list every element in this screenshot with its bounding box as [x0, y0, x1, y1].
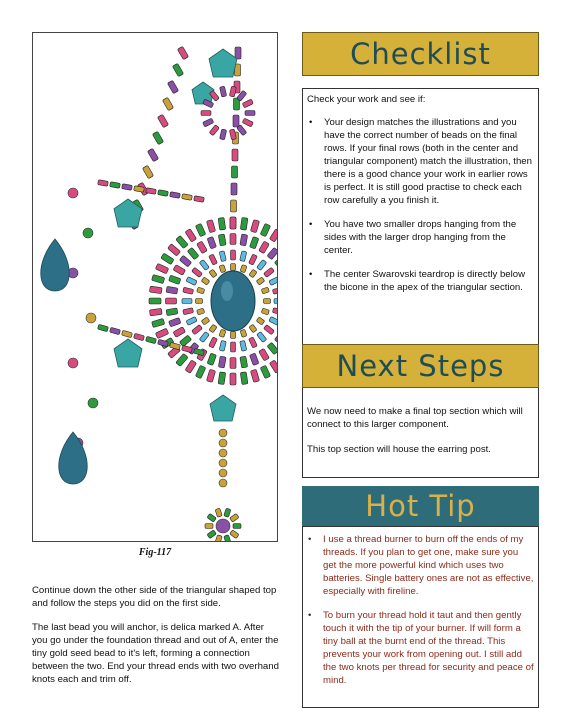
seed-bead	[209, 324, 217, 333]
seed-bead	[110, 182, 121, 189]
seed-bead	[203, 99, 214, 108]
seed-bead	[245, 111, 255, 116]
delica-bead	[169, 275, 181, 284]
teardrop-bead	[41, 239, 70, 291]
delica-bead	[183, 308, 194, 315]
delica-bead	[269, 317, 278, 326]
seed-bead	[240, 265, 247, 273]
checklist-list	[307, 116, 532, 294]
delica-bead	[155, 263, 168, 273]
delica-bead	[152, 274, 165, 283]
checklist-intro: Check your work and see if:	[307, 94, 426, 105]
seed-bead	[207, 530, 216, 539]
seed-bead	[219, 479, 227, 487]
delica-bead	[263, 325, 274, 335]
delica-bead	[219, 340, 226, 351]
seed-bead	[215, 508, 222, 517]
delica-bead	[249, 337, 258, 348]
delica-bead	[250, 220, 259, 233]
seed-bead	[219, 429, 227, 437]
delica-bead	[260, 365, 270, 378]
delica-bead	[179, 335, 191, 347]
seed-bead	[215, 535, 222, 542]
seed-bead	[256, 277, 265, 285]
bicone-bead	[209, 49, 237, 77]
delica-bead	[259, 241, 270, 254]
hot-tip-panel	[302, 526, 539, 708]
beading-figure	[32, 32, 278, 542]
delica-bead	[260, 223, 270, 236]
delica-bead	[274, 255, 278, 267]
delica-bead	[197, 241, 208, 254]
triangle-bead	[162, 97, 173, 110]
delica-bead	[206, 369, 215, 382]
seed-bead	[240, 329, 247, 337]
seed-bead	[219, 469, 227, 477]
delica-bead	[149, 298, 161, 304]
delica-bead	[186, 317, 197, 326]
delica-bead	[195, 365, 205, 378]
triangle-bead	[147, 148, 158, 161]
seed-bead	[229, 129, 236, 140]
seed-bead	[230, 530, 239, 539]
delica-bead	[263, 267, 274, 277]
next-steps-paragraph-1: We now need to make a final top section which will connect to this larger component.	[307, 406, 523, 430]
center-bead	[216, 519, 230, 533]
delica-bead	[219, 251, 226, 262]
delica-bead	[257, 331, 267, 342]
seed-bead	[229, 86, 236, 97]
delica-bead	[173, 327, 186, 338]
delica-bead	[185, 360, 197, 373]
seed-bead	[249, 324, 257, 333]
delica-bead	[168, 244, 181, 256]
seed-bead	[158, 190, 169, 197]
triangle-bead	[167, 80, 178, 93]
delica-bead	[183, 287, 194, 294]
seed-bead	[242, 118, 253, 127]
seed-bead	[220, 86, 227, 97]
seed-bead	[203, 118, 214, 127]
seed-bead	[83, 228, 93, 238]
delica-bead	[257, 260, 267, 271]
delica-bead	[182, 299, 192, 304]
delica-bead	[267, 247, 278, 259]
seed-bead	[194, 196, 205, 203]
triangle-bead	[235, 47, 241, 59]
teardrop-bead	[59, 432, 88, 484]
beadwork-illustration	[33, 33, 278, 542]
triangle-bead	[233, 115, 239, 127]
seed-bead	[122, 330, 133, 337]
hot-tip-item: • I use a thread burner to burn off the ends of my threads. If you plan to get one, make sure you get the more powerful kind which uses two batteries. Single battery ones are not as effective, especially with fireline.	[306, 533, 534, 598]
delica-bead	[179, 255, 191, 267]
delica-bead	[249, 254, 258, 265]
delica-bead	[209, 254, 218, 265]
delica-bead	[230, 234, 236, 245]
delica-bead	[185, 229, 197, 242]
delica-bead	[186, 277, 197, 286]
delica-bead	[250, 237, 259, 249]
seed-bead	[134, 333, 145, 340]
delica-bead	[195, 223, 205, 236]
delica-bead	[230, 373, 236, 385]
seed-bead	[230, 513, 239, 522]
delica-bead	[240, 217, 248, 230]
seed-bead	[224, 508, 231, 517]
seed-bead	[98, 324, 109, 331]
delica-bead	[192, 325, 203, 335]
seed-bead	[201, 111, 211, 116]
seed-bead	[197, 308, 205, 315]
triangle-bead	[232, 166, 238, 178]
triangle-bead	[231, 200, 237, 212]
delica-bead	[199, 260, 209, 271]
delica-bead	[199, 331, 209, 342]
delica-bead	[149, 308, 162, 316]
instructions-text	[32, 584, 282, 697]
checklist-panel	[302, 88, 539, 346]
checklist-item: • Your design matches the illustrations and you have the correct number of beads on the final rows. If your final rows (both in the center and triangular component) match the illustration, then there is a good chance your work in earlier rows is perfect. It is still good practise to check each row carefully a you finish it.	[307, 116, 532, 207]
delica-bead	[209, 337, 218, 348]
next-steps-paragraph-2: This top section will house the earring post.	[307, 444, 491, 455]
seed-bead	[219, 265, 226, 273]
seed-bead	[249, 269, 257, 278]
delica-bead	[166, 286, 178, 294]
delica-bead	[176, 236, 188, 249]
next-steps-panel	[302, 386, 539, 478]
checklist-item: • You have two smaller drops hanging from the sides with the larger drop hanging from the center.	[307, 218, 532, 257]
seed-bead	[207, 513, 216, 522]
delica-bead	[269, 277, 278, 286]
next-steps-banner: Next Steps	[302, 344, 539, 388]
seed-bead	[197, 287, 205, 294]
bicone-bead	[210, 395, 236, 421]
delica-bead	[218, 234, 226, 246]
teardrop-highlight	[221, 281, 233, 301]
delica-bead	[267, 342, 278, 354]
seed-bead	[146, 336, 157, 343]
seed-bead	[209, 125, 219, 136]
seed-bead	[256, 317, 265, 325]
delica-bead	[207, 353, 216, 365]
triangle-bead	[172, 63, 183, 76]
seed-bead	[205, 524, 213, 529]
delica-bead	[259, 348, 270, 361]
delica-bead	[240, 251, 247, 262]
hot-tip-item: • To burn your thread hold it taut and then gently touch it with the tip of your burner. If will form a tiny ball at the burnt end of the thread. This prevents your work from opening out. I still add the two knots per thread for security and peace of mind.	[306, 609, 534, 687]
figure-caption: Fig-117	[138, 547, 172, 558]
triangle-bead	[232, 149, 238, 161]
seed-bead	[122, 184, 133, 191]
delica-bead	[240, 372, 248, 385]
seed-bead	[170, 192, 181, 199]
seed-bead	[219, 459, 227, 467]
seed-bead	[233, 524, 241, 529]
delica-bead	[269, 229, 278, 242]
delica-bead	[218, 217, 226, 230]
delica-bead	[173, 265, 186, 276]
hot-tip-banner: Hot Tip	[302, 486, 539, 526]
seed-bead	[201, 317, 210, 325]
delica-bead	[250, 369, 259, 382]
delica-bead	[240, 234, 248, 246]
delica-bead	[149, 286, 162, 294]
seed-bead	[219, 439, 227, 447]
delica-bead	[207, 237, 216, 249]
bicone-bead	[114, 339, 142, 367]
seed-bead	[219, 329, 226, 337]
seed-bead	[261, 308, 269, 315]
triangle-bead	[177, 46, 188, 59]
delica-bead	[155, 328, 168, 338]
checklist-item: • The center Swarovski teardrop is directly below the bicone in the apex of the triangular section.	[307, 268, 532, 294]
seed-bead	[68, 358, 78, 368]
swarovski-teardrop	[211, 271, 255, 331]
instruction-paragraph-2: The last bead you will anchor, is delica marked A. After you go under the foundation thread and out of A, enter the tiny gold seed bead to it's left, forming a connection between the two. End your thread ends with two overhand knots each and trim off.	[32, 622, 279, 685]
seed-bead	[242, 99, 253, 108]
seed-bead	[231, 332, 236, 339]
checklist-banner: Checklist	[302, 32, 539, 76]
delica-bead	[272, 308, 278, 315]
seed-bead	[264, 299, 271, 304]
triangle-bead	[157, 114, 168, 127]
delica-bead	[166, 308, 178, 316]
delica-bead	[231, 342, 236, 352]
delica-bead	[240, 356, 248, 368]
seed-bead	[196, 299, 203, 304]
triangle-bead	[142, 165, 153, 178]
delica-bead	[192, 267, 203, 277]
delica-bead	[169, 318, 181, 327]
hot-tip-list	[306, 533, 534, 687]
seed-bead	[98, 180, 109, 187]
seed-bead	[182, 194, 193, 201]
delica-bead	[250, 353, 259, 365]
seed-bead	[209, 269, 217, 278]
delica-bead	[218, 372, 226, 385]
seed-bead	[201, 277, 210, 285]
seed-bead	[68, 188, 78, 198]
seed-bead	[220, 129, 227, 140]
delica-bead	[218, 356, 226, 368]
instruction-paragraph-1: Continue down the other side of the triangular shaped top and follow the steps you did on the first side.	[32, 585, 277, 609]
seed-bead	[86, 313, 96, 323]
delica-bead	[230, 358, 236, 369]
seed-bead	[170, 342, 181, 349]
seed-bead	[110, 327, 121, 334]
delica-bead	[230, 217, 236, 229]
delica-bead	[166, 298, 177, 304]
delica-bead	[187, 247, 199, 259]
delica-bead	[240, 340, 247, 351]
triangle-bead	[231, 183, 237, 195]
delica-bead	[272, 287, 278, 294]
seed-bead	[261, 287, 269, 294]
triangle-bead	[152, 131, 163, 144]
delica-bead	[152, 318, 165, 327]
seed-bead	[88, 398, 98, 408]
delica-bead	[206, 220, 215, 233]
seed-bead	[224, 535, 231, 542]
seed-bead	[219, 449, 227, 457]
delica-bead	[161, 253, 174, 265]
seed-bead	[231, 264, 236, 271]
delica-bead	[269, 360, 278, 373]
delica-bead	[274, 335, 278, 347]
delica-bead	[274, 299, 278, 304]
delica-bead	[176, 353, 188, 366]
delica-bead	[231, 250, 236, 260]
